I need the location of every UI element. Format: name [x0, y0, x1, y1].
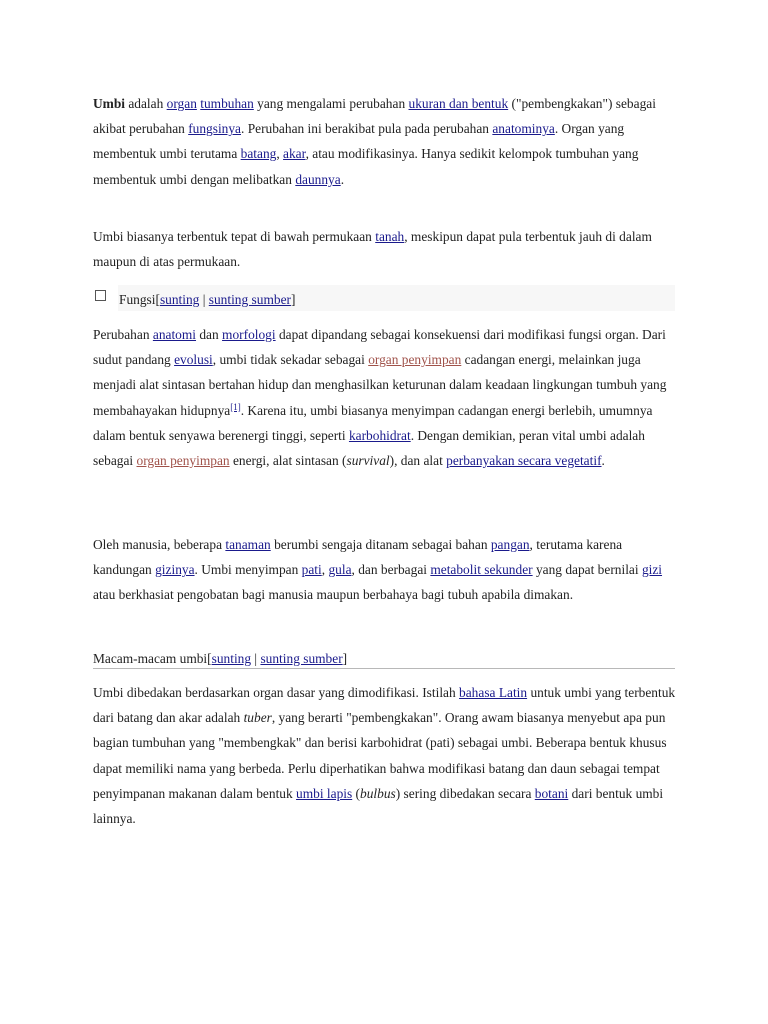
text: , yang berarti "pembengkakan". Orang awam biasanya menyebut apa pun bagian tumbuhan yang "membengkak" dan berisi karbohidrat (pati) sebagai umbi. Beberapa bentuk khusus dapat memiliki nama yang berbeda. Perlu diperhatikan bahwa modifikasi batang dan daun sebagai tempat penyimpanan makanan dalam bentuk — [93, 710, 667, 801]
text: dapat dipandang sebagai konsekuensi dari modifikasi fungsi organ. Dari sudut pandang — [93, 327, 666, 368]
text: , terutama karena kandungan — [93, 537, 623, 578]
edit-link[interactable]: sunting — [159, 292, 200, 307]
link-batang[interactable]: batang — [240, 146, 277, 162]
text: ("pembengkakan") sebagai akibat perubahan — [93, 96, 656, 137]
link-karbohidrat[interactable]: karbohidrat — [348, 427, 411, 443]
bracket: [ — [207, 651, 212, 666]
text: . Dengan demikian, peran vital umbi adalah sebagai — [93, 427, 645, 469]
separator: | — [251, 651, 261, 666]
link-botani[interactable]: botani — [534, 785, 569, 801]
link-pati[interactable]: pati — [301, 562, 322, 578]
link-organ[interactable]: organ — [166, 96, 197, 111]
text: , dan berbagai — [351, 562, 431, 578]
text: berumbi sengaja ditanam sebagai bahan — [270, 537, 491, 552]
separator: | — [199, 292, 209, 307]
link-gizi[interactable]: gizi — [641, 562, 663, 578]
link-daunnya[interactable]: daunnya — [295, 171, 341, 187]
bracket: [ — [155, 292, 160, 307]
paragraph-types — [93, 680, 678, 831]
link-akar[interactable]: akar — [283, 146, 306, 162]
link-metabolit-sekunder[interactable]: metabolit sekunder — [430, 562, 533, 578]
paragraph-location — [93, 224, 678, 274]
text: . — [601, 453, 605, 469]
text: . Perubahan ini berakibat pula pada perubahan — [241, 121, 493, 137]
link-morfologi[interactable]: morfologi — [222, 327, 276, 342]
text: adalah — [125, 96, 167, 111]
text: ( — [352, 785, 361, 801]
text: Umbi biasanya terbentuk tepat di bawah permukaan — [93, 229, 376, 244]
text: yang dapat bernilai — [532, 562, 642, 578]
text: Oleh manusia, beberapa — [93, 537, 226, 552]
link-tanaman[interactable]: tanaman — [225, 537, 271, 552]
text: , umbi tidak sekadar sebagai — [212, 352, 369, 368]
heading-divider — [93, 668, 675, 669]
text: cadangan energi, melainkan juga menjadi alat sintasan bertahan hidup dan menghasilkan keturunan dalam keadaan lingkungan tumbuh yang membahayakan hidupnya — [93, 352, 667, 418]
link-anatomi[interactable]: anatomi — [152, 327, 197, 342]
text: . — [340, 171, 345, 187]
text: yang mengalami perubahan — [253, 96, 409, 111]
italic-bulbus: bulbus — [360, 785, 396, 801]
link-organ-penyimpan-2[interactable]: organ penyimpan — [136, 453, 230, 469]
link-ukuran-dan-bentuk[interactable]: ukuran dan bentuk — [408, 96, 509, 111]
link-tumbuhan[interactable]: tumbuhan — [200, 96, 254, 111]
edit-source-link[interactable]: sunting sumber — [208, 292, 291, 307]
italic-survival: survival — [346, 453, 390, 469]
link-evolusi[interactable]: evolusi — [174, 352, 213, 368]
text: . Organ yang membentuk umbi terutama — [93, 121, 625, 162]
text: atau berkhasiat pengobatan bagi manusia maupun berbahaya bagi tubuh apabila dimakan. — [93, 587, 574, 603]
text: ), dan alat — [389, 453, 447, 469]
link-perbanyakan-vegetatif[interactable]: perbanyakan secara vegetatif — [446, 453, 602, 469]
reference-link[interactable]: [1] — [230, 401, 241, 412]
link-organ-penyimpan[interactable]: organ penyimpan — [368, 352, 462, 368]
text: , — [321, 562, 329, 578]
link-bahasa-latin[interactable]: bahasa Latin — [459, 685, 528, 700]
link-pangan[interactable]: pangan — [490, 537, 530, 552]
text: . Karena itu, umbi biasanya menyimpan cadangan energi berlebih, umumnya dalam bentuk senyawa berenergi tinggi, seperti — [93, 402, 653, 443]
term-umbi: Umbi — [93, 96, 125, 111]
section-heading-fungsi — [119, 290, 295, 310]
link-fungsinya[interactable]: fungsinya — [188, 121, 241, 137]
bracket: ] — [290, 292, 296, 307]
italic-tuber: tuber — [243, 710, 272, 726]
text: Umbi dibedakan berdasarkan organ dasar yang dimodifikasi. Istilah — [93, 685, 460, 700]
edit-link[interactable]: sunting — [211, 651, 252, 666]
text: . Umbi menyimpan — [194, 562, 302, 578]
text: dari bentuk umbi lainnya. — [93, 785, 664, 827]
text: Perubahan — [93, 327, 153, 342]
bracket: ] — [342, 651, 348, 666]
link-tanah[interactable]: tanah — [375, 229, 405, 244]
text: ) sering dibedakan secara — [395, 785, 535, 801]
text: dan — [196, 327, 223, 342]
text: untuk umbi yang terbentuk dari batang dan akar adalah — [93, 685, 676, 726]
link-anatominya[interactable]: anatominya — [492, 121, 555, 137]
edit-source-link[interactable]: sunting sumber — [260, 651, 343, 666]
paragraph-human-use — [93, 532, 678, 608]
link-gizinya[interactable]: gizinya — [155, 562, 195, 578]
text: , atau modifikasinya. Hanya sedikit kelompok tumbuhan yang membentuk umbi dengan melibatkan — [93, 146, 639, 187]
paragraph-function — [93, 322, 678, 473]
heading-title: Macam-macam umbi — [93, 651, 208, 666]
heading-title: Fungsi — [119, 292, 156, 307]
section-heading-macam-macam-umbi — [93, 648, 347, 670]
link-umbi-lapis[interactable]: umbi lapis — [296, 785, 353, 801]
text: energi, alat sintasan ( — [229, 453, 347, 469]
text: , — [276, 146, 284, 162]
link-gula[interactable]: gula — [328, 562, 352, 578]
section-toggle-checkbox[interactable] — [95, 290, 106, 301]
paragraph-definition — [93, 91, 678, 192]
text: , meskipun dapat pula terbentuk jauh di dalam maupun di atas permukaan. — [93, 229, 652, 270]
